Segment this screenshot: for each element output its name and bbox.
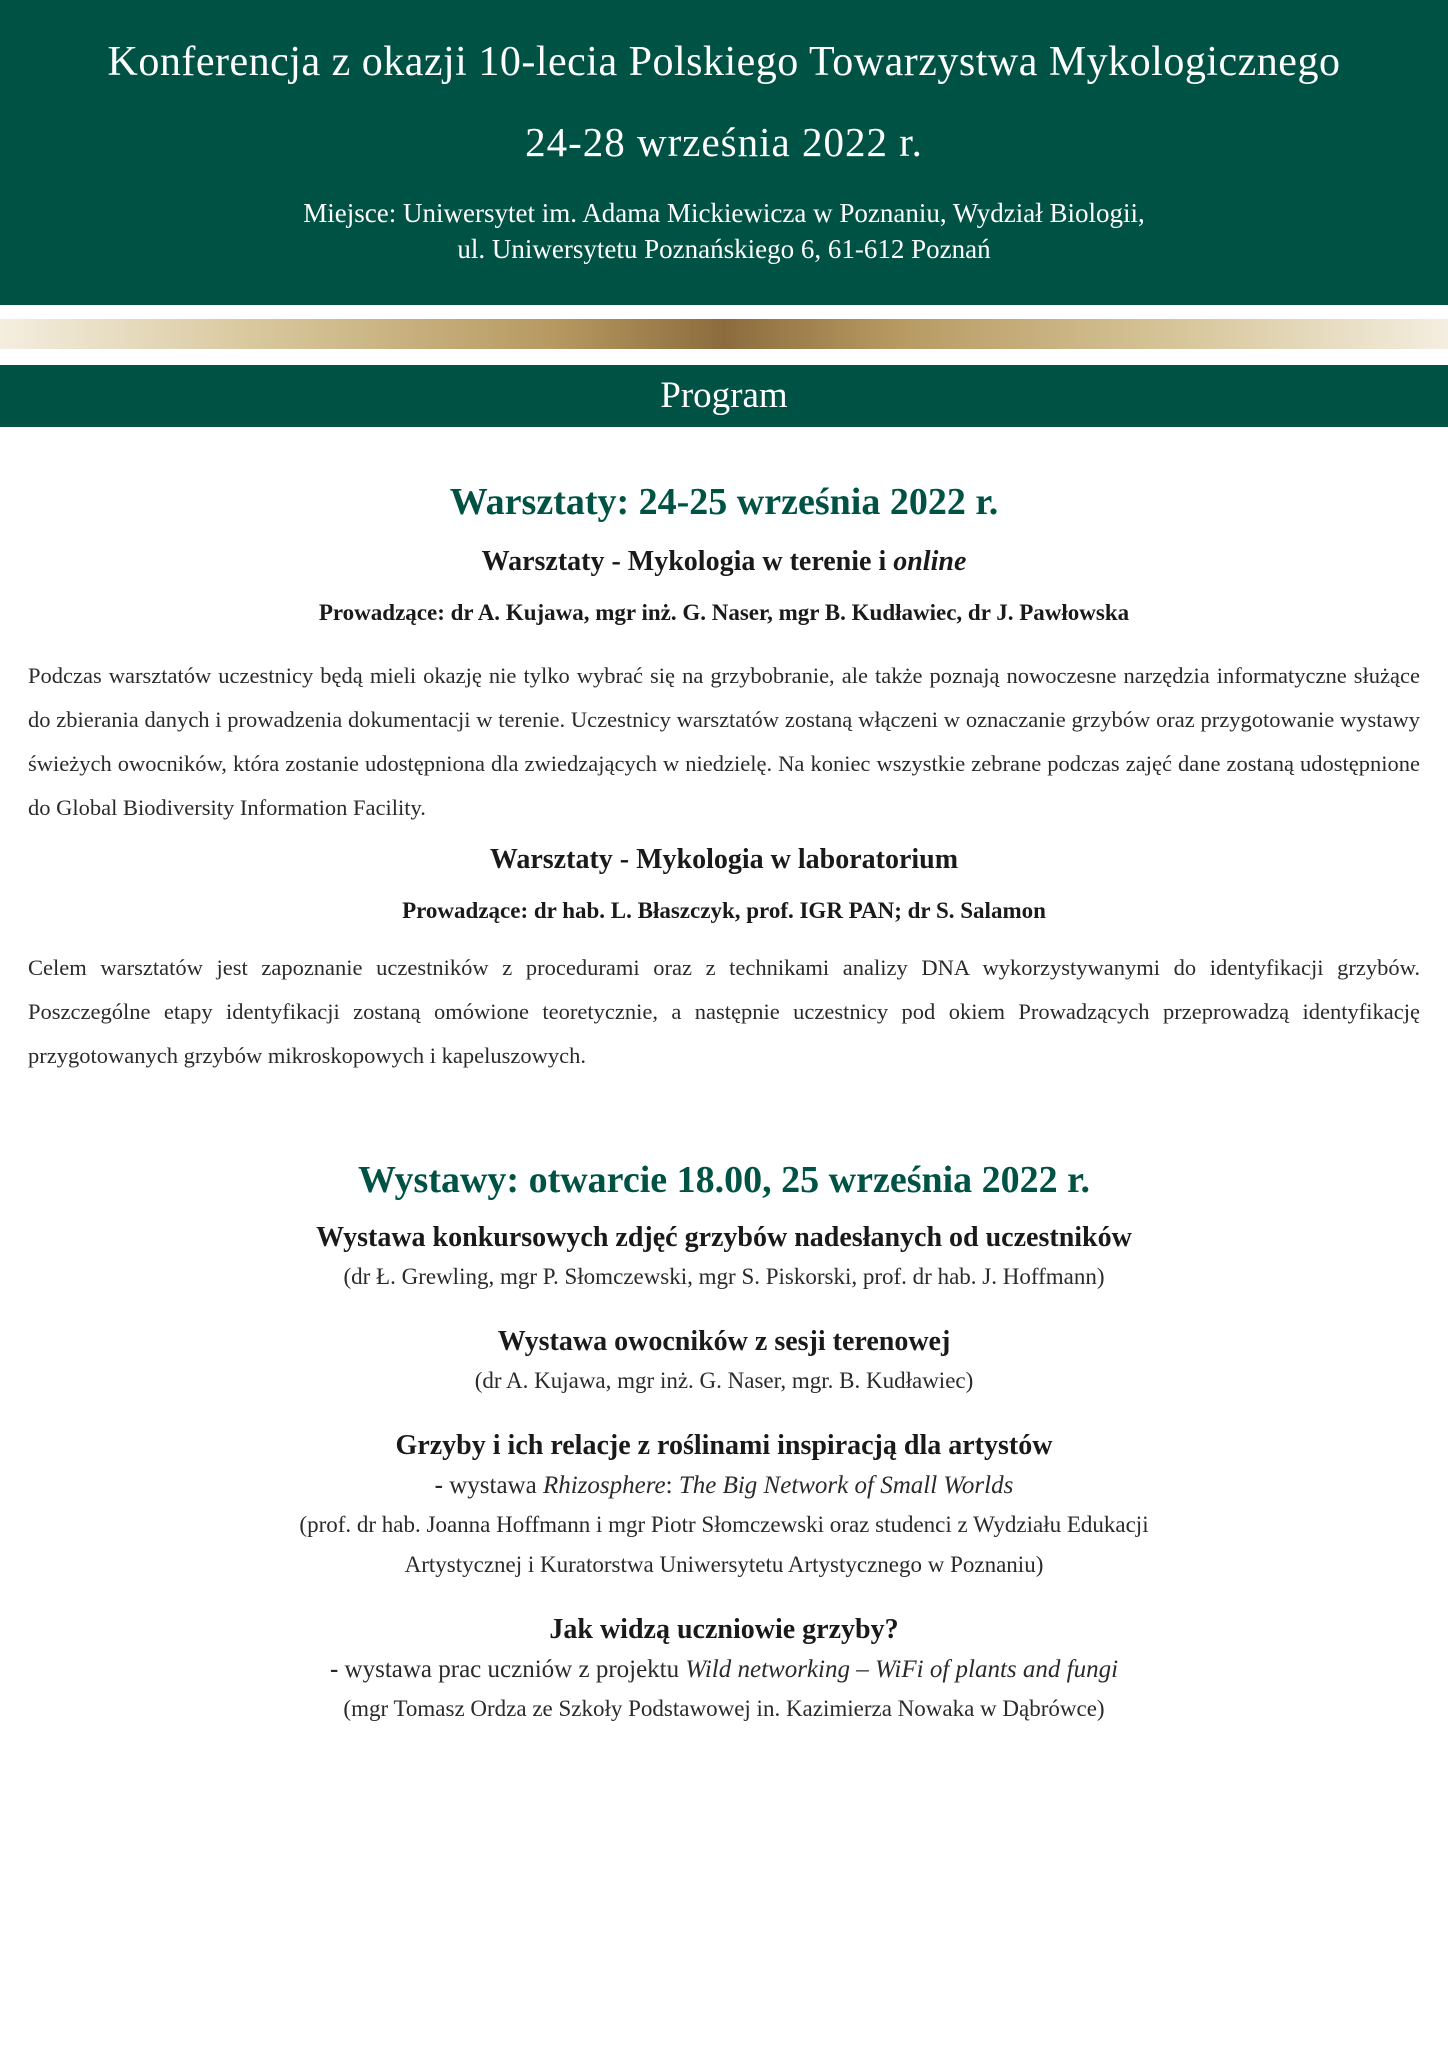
- students-exhibition-people: (mgr Tomasz Ordza ze Szkoły Podstawowej in. Kazimierza Nowaka w Dąbrówce): [343, 1696, 1105, 1721]
- art-exhibition-title: Grzyby i ich relacje z roślinami inspiracją dla artystów: [395, 1430, 1053, 1461]
- photo-exhibition-people: (dr Ł. Grewling, mgr P. Słomczewski, mgr S. Piskorski, prof. dr hab. J. Hoffmann): [343, 1264, 1105, 1289]
- fruitbodies-exhibition-people: (dr A. Kujawa, mgr inż. G. Naser, mgr. B. Kudławiec): [474, 1368, 974, 1393]
- students-exhibition-subtitle: [0, 1656, 1448, 1684]
- conference-dates: 24-28 września 2022 r.: [525, 119, 923, 165]
- lab-workshop-description: Celem warsztatów jest zapoznanie uczestników z procedurami oraz z technikami analizy DNA wykorzystywanymi do identyfikacji grzybów. Poszczególne etapy identyfikacji zostaną omówione teoretycznie, a następnie uczestnicy pod okiem Prowadzących przeprowadzą identyfikację przygotowanych grzybów mikroskopowych i kapeluszowych.: [28, 955, 1420, 1068]
- venue-line-1: Miejsce: Uniwersytet im. Adama Mickiewicza w Poznaniu, Wydział Biologii,: [303, 198, 1145, 228]
- art-exhibition-name-part1: Rhizosphere: [542, 1472, 666, 1499]
- program-content: [0, 480, 1448, 1722]
- lab-workshop-title: Warsztaty - Mykologia w laboratorium: [489, 844, 959, 875]
- field-workshop-title-online: online: [893, 546, 967, 577]
- field-workshop-title: [0, 546, 1448, 578]
- students-exhibition-project-name: Wild networking – WiFi of plants and fungi: [685, 1656, 1119, 1683]
- art-exhibition-people-2: Artystycznej i Kuratorstwa Uniwersytetu Artystycznego w Poznaniu): [404, 1552, 1044, 1577]
- conference-title: Konferencja z okazji 10-lecia Polskiego Towarzystwa Mykologicznego: [107, 39, 1341, 85]
- fruitbodies-exhibition-title: Wystawa owocników z sesji terenowej: [497, 1326, 951, 1357]
- art-exhibition-colon: :: [665, 1472, 679, 1499]
- conference-venue: [0, 195, 1448, 267]
- venue-line-2: ul. Uniwersytetu Poznańskiego 6, 61-612 Poznań: [457, 234, 991, 264]
- lab-workshop-leaders: Prowadzące: dr hab. L. Błaszczyk, prof. IGR PAN; dr S. Salamon: [402, 898, 1046, 923]
- art-exhibition-people-1: (prof. dr hab. Joanna Hoffmann i mgr Piotr Słomczewski oraz studenci z Wydziału Edukacji: [299, 1512, 1149, 1537]
- art-exhibition-prefix: wystawa: [442, 1472, 543, 1499]
- art-exhibition-name-part2: The Big Network of Small Worlds: [678, 1472, 1014, 1499]
- field-workshop-leaders: Prowadzące: dr A. Kujawa, mgr inż. G. Naser, mgr B. Kudławiec, dr J. Pawłowska: [318, 600, 1130, 625]
- header-banner: [0, 0, 1448, 305]
- students-exhibition-title: Jak widzą uczniowie grzyby?: [549, 1614, 899, 1645]
- workshops-heading: Warsztaty: 24-25 września 2022 r.: [449, 481, 999, 523]
- program-heading: Program: [0, 365, 1448, 427]
- exhibitions-heading: Wystawy: otwarcie 18.00, 25 września 2022 r.: [357, 1159, 1091, 1201]
- field-workshop-title-text: Warsztaty - Mykologia w terenie i: [481, 546, 894, 577]
- students-exhibition-prefix: wystawa prac uczniów z projektu: [338, 1656, 686, 1683]
- gold-divider: [0, 319, 1448, 349]
- art-exhibition-subtitle: [0, 1472, 1448, 1500]
- field-workshop-description: Podczas warsztatów uczestnicy będą mieli okazję nie tylko wybrać się na grzybobranie, ale także poznają nowoczesne narzędzia informatyczne służące do zbierania danych i prowadzenia dokumentacji w terenie. Uczestnicy warsztatów zostaną włączeni w oznaczanie grzybów oraz przygotowanie wystawy świeżych owocników, która zostanie udostępniona dla zwiedzających w niedzielę. Na koniec wszystkie zebrane podczas zajęć dane zostaną udostępnione do Global Biodiversity Information Facility.: [28, 663, 1420, 820]
- photo-exhibition-title: Wystawa konkursowych zdjęć grzybów nadesłanych od uczestników: [316, 1222, 1132, 1253]
- art-exhibition-dash: -: [434, 1472, 443, 1499]
- students-exhibition-dash: -: [329, 1656, 339, 1683]
